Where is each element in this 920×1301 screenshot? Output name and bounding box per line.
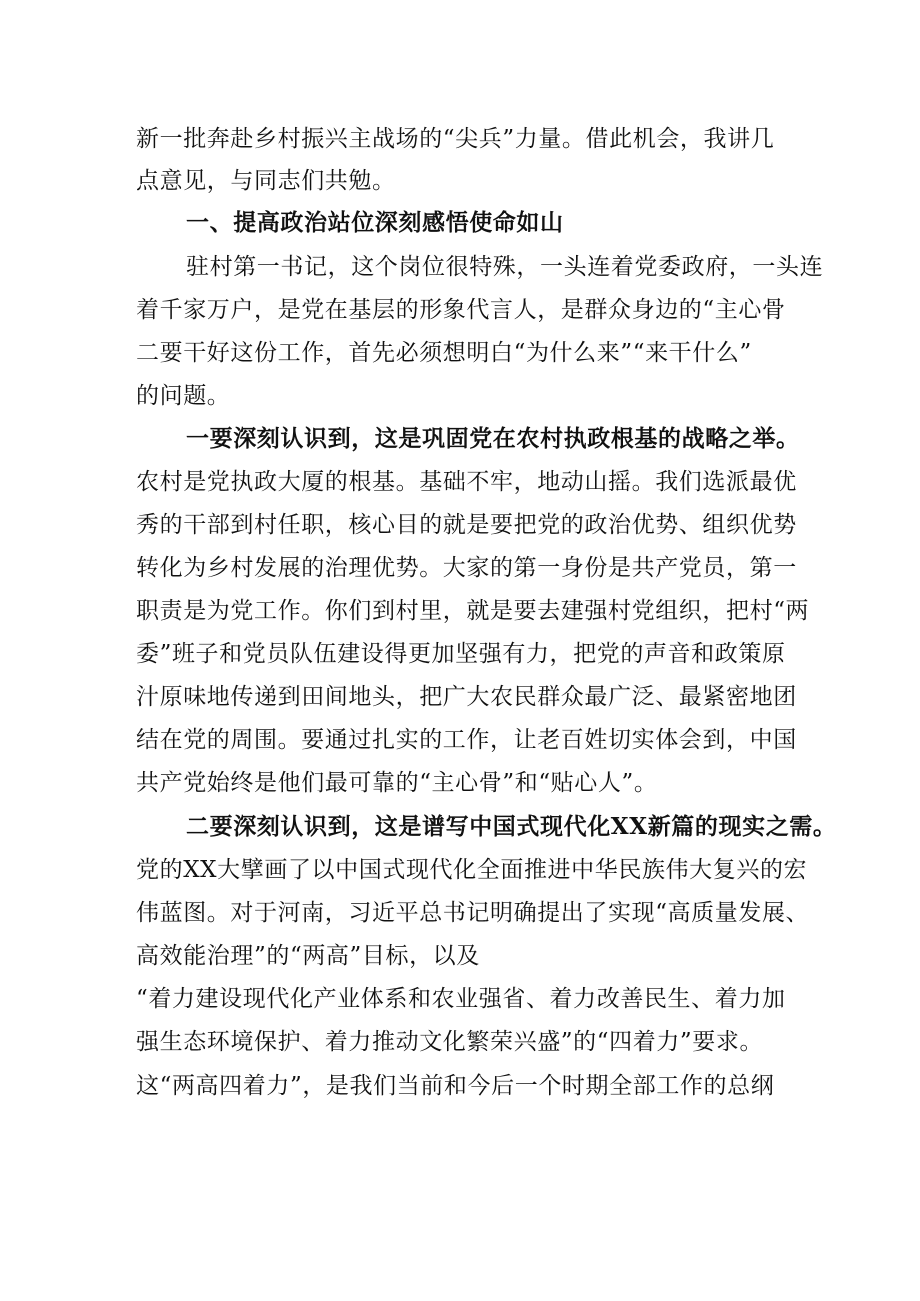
paragraph-line: 职责是为党工作。你们到村里，就是要去建强村党组织，把村“两 xyxy=(136,598,810,624)
paragraph-line: “着力建设现代化产业体系和农业强省、着力改善民生、着力加 xyxy=(136,986,786,1012)
paragraph-line: 高效能治理”的“两高”目标，以及 xyxy=(136,943,480,969)
paragraph-line: 着千家万户，是党在基层的形象代言人，是群众身边的“主心骨 xyxy=(136,297,786,323)
paragraph-line: 汁原味地传递到田间地头，把广大农民群众最广泛、最紧密地团 xyxy=(136,684,797,710)
paragraph-line: 的问题。 xyxy=(136,383,231,409)
paragraph-line: 强生态环境保护、着力推动文化繁荣兴盛”的“四着力”要求。 xyxy=(136,1029,764,1055)
paragraph-line: 农村是党执政大厦的根基。基础不牢，地动山摇。我们选派最优 xyxy=(136,469,797,495)
subheading: 一要深刻认识到，这是巩固党在农村执政根基的战略之举。 xyxy=(186,425,800,452)
paragraph-line: 结在党的周围。要通过扎实的工作，让老百姓切实体会到，中国 xyxy=(136,727,797,753)
paragraph-line: 共产党始终是他们最可靠的“主心骨”和“贴心人”。 xyxy=(136,770,658,796)
section-heading: 一、提高政治站位深刻感悟使命如山 xyxy=(186,209,564,236)
paragraph-line: 党的XX大擘画了以中国式现代化全面推进中华民族伟大复兴的宏 xyxy=(136,857,808,883)
paragraph-line: 转化为乡村发展的治理优势。大家的第一身份是共产党员，第一 xyxy=(136,555,797,581)
paragraph-line: 二要干好这份工作，首先必须想明白“为什么来”“来干什么” xyxy=(136,340,752,366)
paragraph-line: 伟蓝图。对于河南，习近平总书记明确提出了实现“高质量发展、 xyxy=(136,900,810,926)
subheading: 二要深刻认识到，这是谱写中国式现代化XX新篇的现实之需。 xyxy=(186,813,837,840)
paragraph-line: 点意见，与同志们共勉。 xyxy=(136,168,396,194)
paragraph-line: 驻村第一书记，这个岗位很特殊，一头连着党委政府，一头连 xyxy=(186,254,824,280)
paragraph-line: 这“两高四着力”，是我们当前和今后一个时期全部工作的总纲 xyxy=(136,1073,775,1099)
paragraph-line: 委”班子和党员队伍建设得更加坚强有力，把党的声音和政策原 xyxy=(136,641,786,667)
paragraph-line: 新一批奔赴乡村振兴主战场的“尖兵”力量。借此机会，我讲几 xyxy=(136,126,775,152)
paragraph-line: 秀的干部到村任职，核心目的就是要把党的政治优势、组织优势 xyxy=(136,512,797,538)
